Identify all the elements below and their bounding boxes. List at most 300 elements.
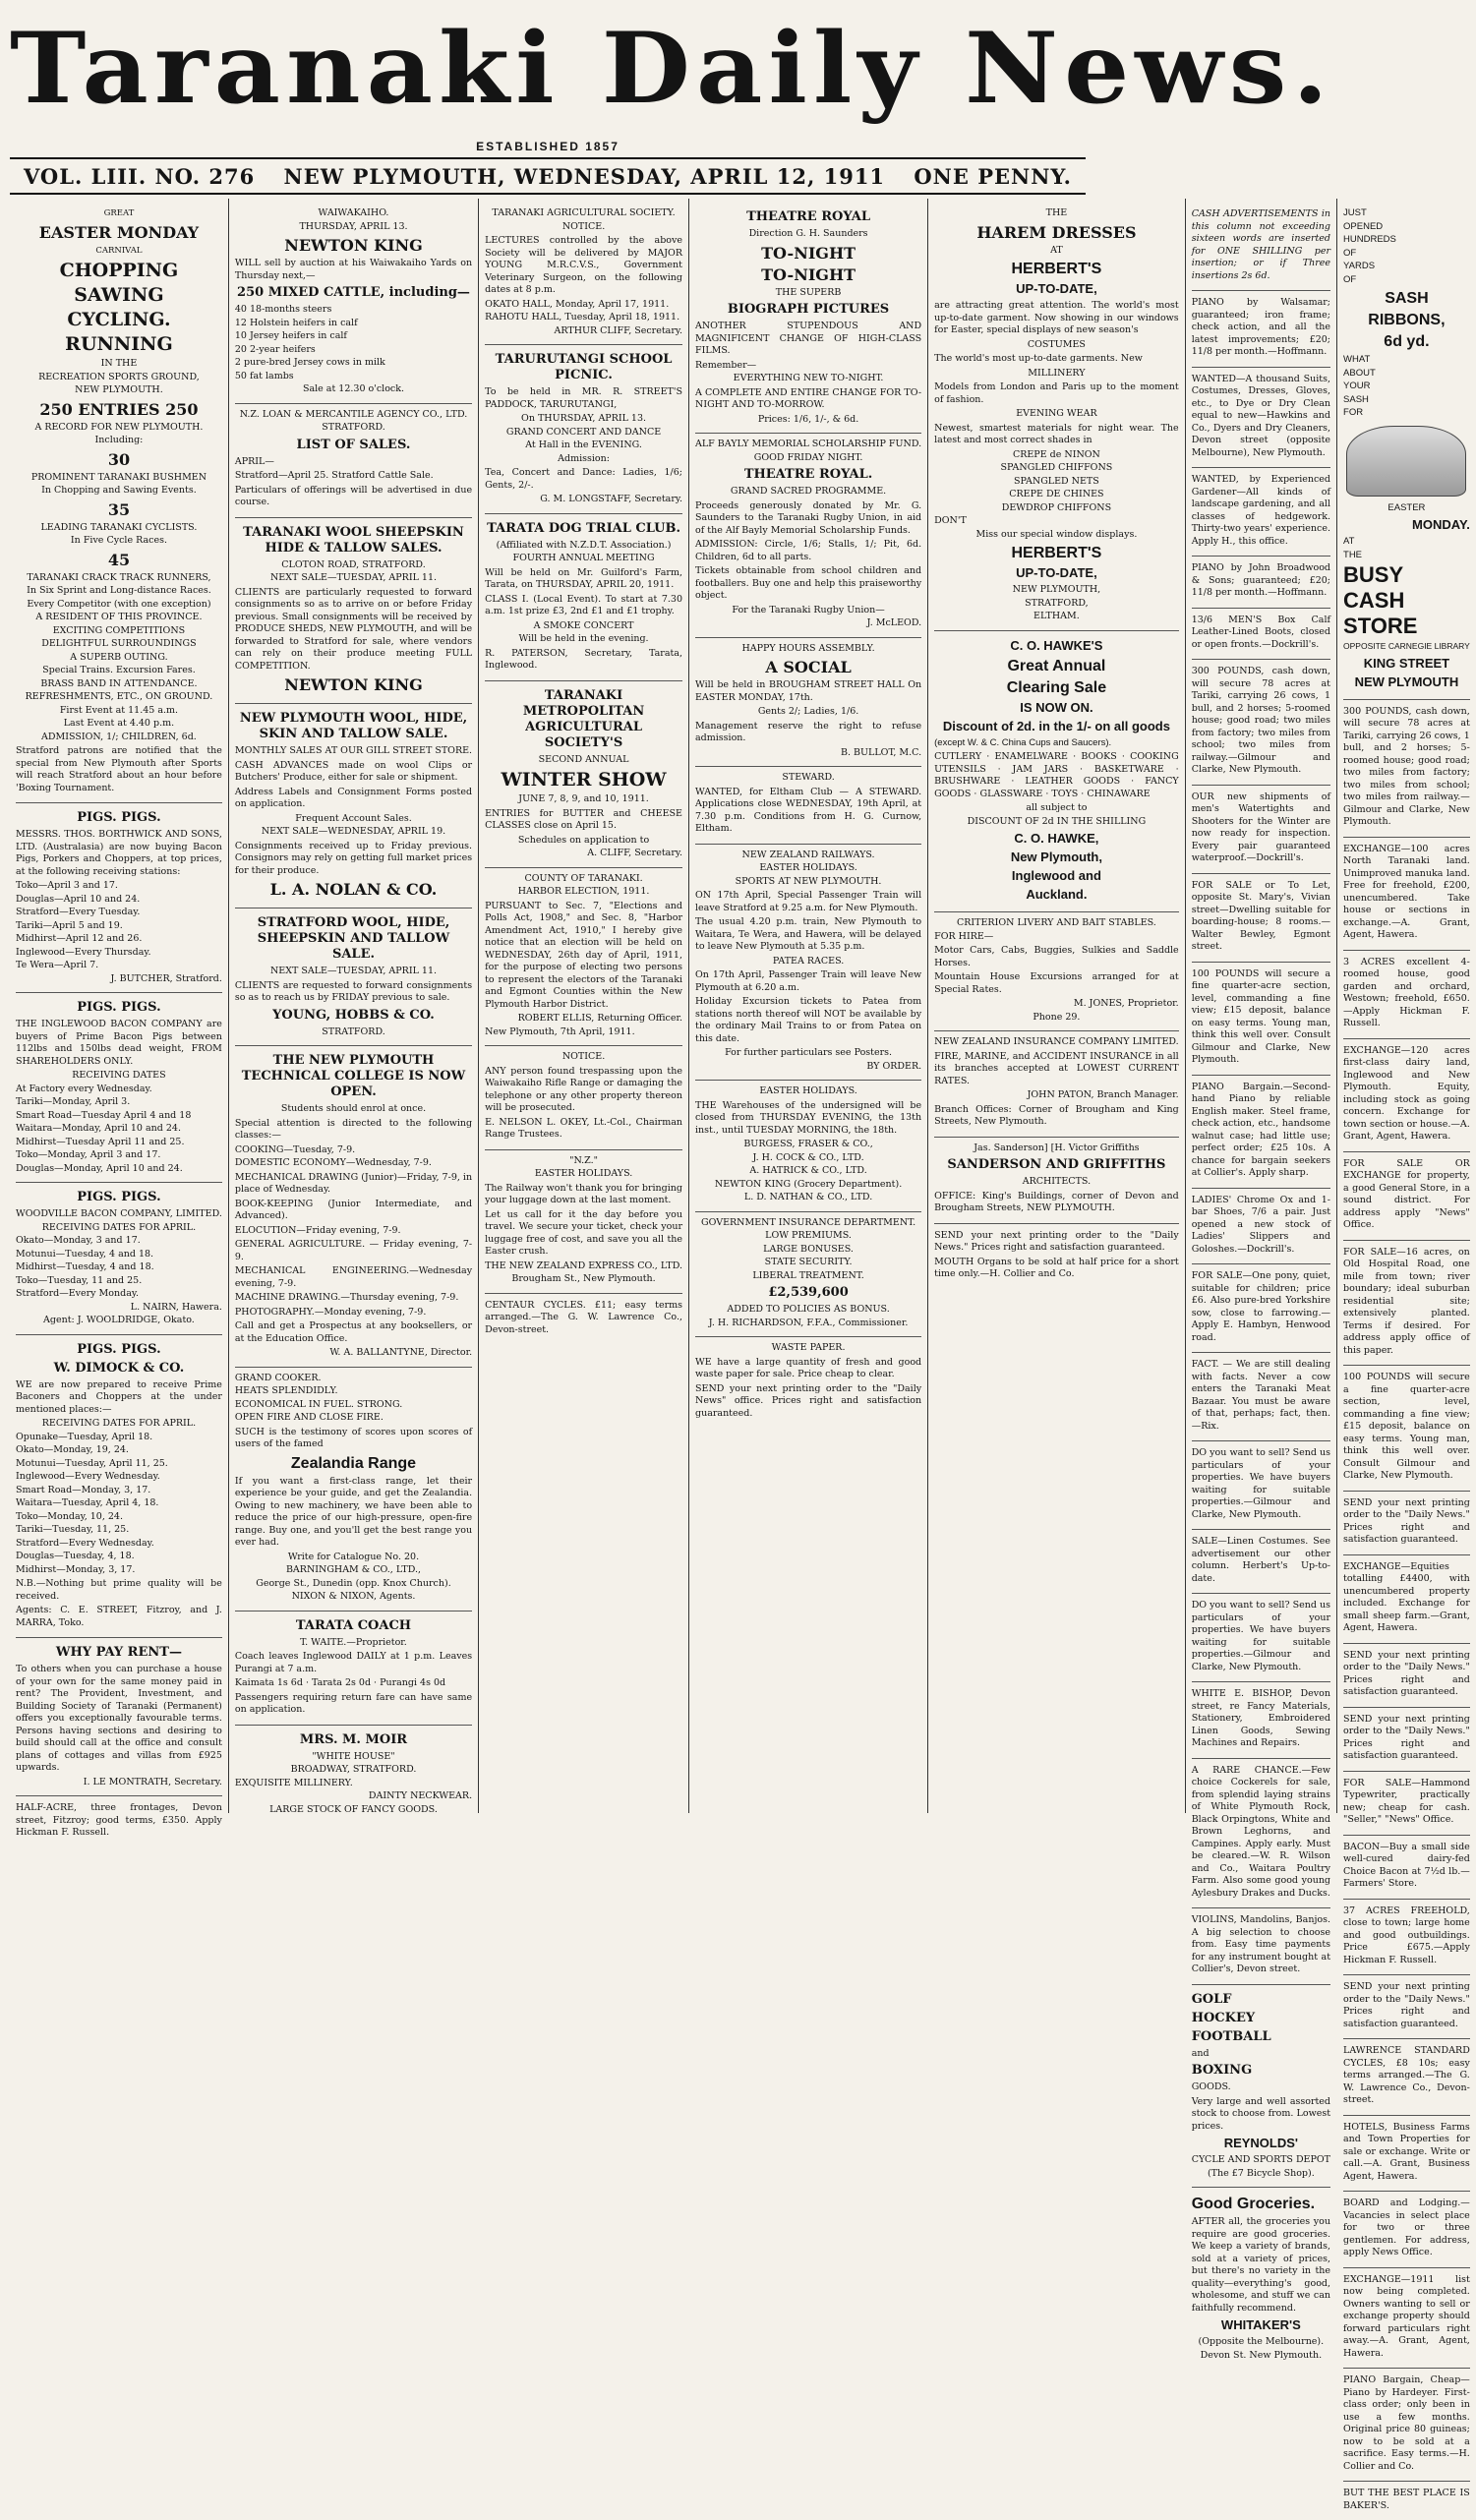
ad-line: 20 2-year heifers <box>234 343 316 355</box>
ad-line: Stratford—Every Monday. <box>16 1288 139 1299</box>
ad-heading: BOXING <box>1191 2063 1253 2078</box>
ad-line: HARBOR ELECTION, 1911. <box>517 886 650 897</box>
ad-line: Frequent Account Sales. <box>295 812 412 824</box>
ad-text: CASH ADVANCES made on wool Clips or Butchers' Produce, either for sale or shipment. <box>234 759 473 783</box>
ad-heading: 45 <box>107 550 131 569</box>
ad-heading: MONDAY. <box>1412 517 1470 532</box>
ad-heading: TO-NIGHT <box>761 264 856 284</box>
ad-text: PIANO by Walsamar; guaranteed; iron frame; check action, and all the latest improvements; £20; 11/8 per month.—Hoffmann. <box>1191 297 1331 357</box>
ad-text: PIANO Bargain, Cheap—Piano by Hardeyer. First-class order; only been in use a few months. Original price 80 guineas; now to be sold at a sacrifice. Easy terms.—H. Collier and Co. <box>1343 2374 1470 2472</box>
ad-line: Write for Catalogue No. 20. <box>287 1551 420 1562</box>
ad-text: EXCHANGE—1911 list now being completed. Owners wanting to sell or exchange property should forward particulars right away.—A. Grant, Agent, Hawera. <box>1343 2273 1470 2359</box>
ad-line: Remember— <box>695 359 757 371</box>
ad-line: L. D. NATHAN & CO., LTD. <box>743 1192 873 1202</box>
ad-text: Tea, Concert and Dance: Ladies, 1/6; Gents, 2/-. <box>485 467 682 491</box>
ad-text: SEND your next printing order to the "Daily News." Prices right and satisfaction guaranteed. <box>1343 1981 1470 2029</box>
ad-line: DISCOUNT OF 2d IN THE SHILLING <box>967 815 1147 827</box>
ad-heading: STRATFORD WOOL, HIDE, SHEEPSKIN AND TALLOW SALE. <box>257 915 450 962</box>
classified-ad <box>1343 1241 1470 1367</box>
ad-agricultural-lectures <box>485 203 682 345</box>
ad-hawkes-clearing-sale <box>934 631 1179 913</box>
ad-text: LAWRENCE STANDARD CYCLES, £8 10s; easy terms arranged.—The G. W. Lawrence Co., Devon-street. <box>1343 2045 1470 2105</box>
ad-school-picnic <box>485 345 682 514</box>
ad-line: NEXT SALE—TUESDAY, APRIL 11. <box>269 572 438 583</box>
ad-line: CARNIVAL <box>95 245 143 256</box>
ad-line: B. BULLOT, M.C. <box>841 746 922 758</box>
ad-line: DAINTY NECKWEAR. <box>368 1790 473 1801</box>
ad-text: 100 POUNDS will secure a fine quarter-acre section, level, commanding a fine view; £15 deposit, balance on easy terms. Young man, think this well over. Consult Gilmour and Clarke, New Plymouth. <box>1343 1372 1470 1481</box>
ad-text: Holiday Excursion tickets to Patea from stations north thereof will NOT be available by the ordinary Mail Trains to or from Patea on this date. <box>695 996 922 1044</box>
ad-line: HUNDREDS <box>1343 234 1396 245</box>
ad-line: For further particulars see Posters. <box>725 1047 893 1058</box>
classified-ad <box>1343 2192 1470 2268</box>
ad-heading: KING STREET <box>1363 655 1450 671</box>
ad-text: SEND your next printing order to the "Daily News." Prices right and satisfaction guaranteed. <box>1343 1496 1470 1545</box>
classified-ad <box>1192 1682 1330 1759</box>
ad-line: T. WAITE.—Proprietor. <box>300 1636 407 1648</box>
ad-heading: LIST OF SALES. <box>296 437 411 452</box>
classified-ad <box>1343 1772 1470 1836</box>
ad-line: AT <box>1050 244 1063 256</box>
ad-line: GREAT <box>103 208 135 218</box>
ad-line: 12 Holstein heifers in calf <box>234 317 358 328</box>
ad-line: NEW PLYMOUTH, <box>1012 584 1101 595</box>
ad-theatre-royal <box>695 203 921 434</box>
ad-line: EASTER HOLIDAYS. <box>534 1168 633 1179</box>
ad-heading: Auckland. <box>1026 887 1088 902</box>
ad-text: CUTLERY · ENAMELWARE · BOOKS · COOKING UTENSILS · JAM JARS · BASKETWARE · BRUSHWARE · LEATHER GOODS · FANCY GOODS · GLASSWARE · TOYS · CHINAWARE <box>934 751 1179 799</box>
ad-text: LECTURES controlled by the above Society will be delivered by MAJOR YOUNG M.R.C.V.S., Government Veterinary Surgeon, on the following dates at 8 p.m. <box>485 235 682 295</box>
classified-ad <box>1192 874 1330 963</box>
place-and-date: NEW PLYMOUTH, WEDNESDAY, APRIL 12, 1911 <box>283 163 886 189</box>
ad-text: Very large and well assorted stock to choose from. Lowest prices. <box>1191 2095 1331 2132</box>
ad-heading: TARATA COACH <box>295 1617 412 1633</box>
ad-heading: C. O. HAWKE'S <box>1010 637 1103 653</box>
ad-line: WAIWAKAIHO. <box>318 207 389 218</box>
ad-heading: 6d yd. <box>1384 333 1430 350</box>
ad-text: CLIENTS are particularly requested to forward consignments so as to arrive on or before Friday previous. Small consignments will be received by PRODUCE SHEDS, NEW PLYMOUTH, and will be forwarded to Stratford for sale, where vendors can rely on their produce meeting FULL COMPETITION. <box>234 586 473 672</box>
ad-line: A RESIDENT OF THIS PROVINCE. <box>35 612 203 622</box>
ad-heading: Inglewood and <box>1011 868 1101 883</box>
classified-ad <box>1343 1492 1470 1555</box>
ad-text: Tickets obtainable from school children and footballers. Buy one and help this praiseworthy object. <box>695 565 922 601</box>
ad-text: Agents: C. E. STREET, Fitzroy, and J. MARRA, Toko. <box>16 1605 222 1628</box>
ad-text: Address Labels and Consignment Forms posted on application. <box>234 786 473 809</box>
ad-text: HALF-ACRE, three frontages, Devon street, Fitzroy; good terms, £350. Apply Hickman F. Russell. <box>16 1802 222 1838</box>
ad-line: NEXT SALE—TUESDAY, APRIL 11. <box>269 966 438 976</box>
ad-line: THE <box>1045 207 1068 218</box>
ad-line: LARGE STOCK OF FANCY GOODS. <box>269 1803 438 1815</box>
ad-line: EVERYTHING NEW TO-NIGHT. <box>733 373 884 383</box>
ad-line: Midhirst—Tuesday, 4 and 18. <box>16 1261 154 1272</box>
ad-line: LIBERAL TREATMENT. <box>752 1269 864 1281</box>
ad-text: CASH ADVERTISEMENTS in this column not exceeding sixteen words are inserted for ONE SHILLING per insertion; or if Three insertions 2s 6d. <box>1191 208 1331 281</box>
ad-heading: £2,539,600 <box>768 1285 849 1300</box>
ad-line: DELIGHTFUL SURROUNDINGS <box>41 638 197 649</box>
volume-number: VOL. LIII. NO. 276 <box>24 163 256 189</box>
ad-line: RECREATION SPORTS GROUND, <box>38 371 200 382</box>
ad-line: Douglas—April 10 and 24. <box>16 893 141 905</box>
ad-text: MOUTH Organs to be sold at half price for a short time only.—H. Collier and Co. <box>934 1256 1179 1279</box>
ad-line: BURGESS, FRASER & CO., <box>743 1139 873 1149</box>
ad-text: R. PATERSON, Secretary, Tarata, Inglewood. <box>485 647 682 671</box>
ad-line: REFRESHMENTS, ETC., ON GROUND. <box>25 691 213 702</box>
ad-text: WANTED—A thousand Suits, Costumes, Dresses, Gloves, etc., to Dye or Dry Clean equal to new—Hawkins and Co., Dyers and Dry Cleaners, Devon street (opposite Melbourne), New Plymouth. <box>1191 373 1331 458</box>
ad-line: OPPOSITE CARNEGIE LIBRARY <box>1343 641 1470 651</box>
ad-heading: TARANAKI METROPOLITAN AGRICULTURAL SOCIETY'S <box>522 687 645 750</box>
ad-line: YARDS <box>1343 261 1376 271</box>
ad-line: Devon St. New Plymouth. <box>1200 2349 1323 2361</box>
ad-line: HAPPY HOURS ASSEMBLY. <box>741 642 875 654</box>
classified-ad <box>1343 2116 1470 2193</box>
ad-centaur-cycles <box>485 1294 682 1345</box>
ad-heading: CASH <box>1343 588 1405 613</box>
classified-ad <box>1343 2369 1470 2482</box>
ad-line: NEWTON KING (Grocery Department). <box>714 1178 903 1190</box>
ad-line: ALF BAYLY MEMORIAL SCHOLARSHIP FUND. <box>695 439 922 449</box>
column-5 <box>928 199 1186 1813</box>
ad-heading: EASTER MONDAY <box>38 222 200 242</box>
classified-ad <box>1192 1264 1330 1353</box>
ad-taranaki-wool <box>235 518 472 705</box>
ad-text: SALE—Linen Costumes. See advertisement our other column. Herbert's Up-to-date. <box>1191 1536 1331 1584</box>
ad-nz-loan-sales <box>235 404 472 518</box>
classified-ad <box>1343 700 1470 838</box>
ad-line: Gents 2/; Ladies, 1/6. <box>757 706 859 717</box>
ad-text: Call and get a Prospectus at any booksellers, or at the Education Office. <box>234 1320 473 1344</box>
ad-heading: Good Groceries. <box>1191 2196 1316 2212</box>
established-line: ESTABLISHED 1857 <box>476 140 620 153</box>
ad-heading: Discount of 2d. in the 1/- on all goods <box>942 718 1170 733</box>
ad-line: CYCLE AND SPORTS DEPOT <box>1191 2154 1331 2165</box>
ad-text: THE Warehouses of the undersigned will be closed from THURSDAY EVENING, the 13th inst., until TUESDAY MORNING, the 18th. <box>695 1099 922 1136</box>
ad-line: Every Competitor (with one exception) <box>27 598 211 610</box>
ad-nz-insurance <box>934 1031 1179 1138</box>
classified-ad <box>1343 951 1470 1039</box>
classified-ad <box>1192 609 1330 661</box>
ad-heading: UP-TO-DATE, <box>1016 281 1097 296</box>
ad-line: Toko—Tuesday, 11 and 25. <box>16 1274 143 1286</box>
ad-line: A SUPERB OUTING. <box>70 651 168 663</box>
ad-line: STRATFORD, <box>1025 597 1089 609</box>
ad-text: 13/6 MEN'S Box Calf Leather-Lined Boots, closed or open fronts.—Dockrill's. <box>1191 614 1331 650</box>
ad-heading: CYCLING. <box>67 309 171 330</box>
ad-text: Passengers requiring return fare can have same on application. <box>234 1691 473 1715</box>
ad-dimock-pigs <box>16 1335 222 1639</box>
ad-text: MESSRS. THOS. BORTHWICK AND SONS, LTD. (Australasia) are now buying Bacon Pigs, Porkers and Choppers, at top prices, at the following receiving stations: <box>16 829 222 877</box>
ad-text: 37 ACRES FREEHOLD, close to town; large home and good outbuildings. Price £675.—Apply Hickman F. Russell. <box>1343 1905 1470 1965</box>
ad-line: OPEN FIRE AND CLOSE FIRE. <box>234 1412 384 1423</box>
ad-line: MONTHLY SALES AT OUR GILL STREET STORE. <box>234 745 473 756</box>
ad-text: Will be held in BROUGHAM STREET HALL On EASTER MONDAY, 17th. <box>695 679 922 703</box>
ad-heading: A SOCIAL <box>765 658 852 676</box>
ad-text: Stratford patrons are notified that the special from New Plymouth after Sports will reach Stratford about an hour before 'Boxing Tournament. <box>16 745 222 793</box>
classified-ad <box>1343 1152 1470 1241</box>
ad-heading: GOLF <box>1191 1991 1232 2007</box>
classified-ad <box>1343 1644 1470 1708</box>
ad-heading: WHY PAY RENT— <box>55 1645 182 1660</box>
classified-ad <box>1343 2268 1470 2370</box>
ad-line: In Six Sprint and Long-distance Races. <box>27 585 211 596</box>
ad-line: NEW ZEALAND INSURANCE COMPANY LIMITED. <box>934 1036 1179 1047</box>
ad-line: On THURSDAY, APRIL 13. <box>521 413 647 424</box>
ad-line: CRITERION LIVERY AND BAIT STABLES. <box>956 917 1156 928</box>
ad-line: JOHN PATON, Branch Manager. <box>1027 1089 1179 1100</box>
ad-line: THURSDAY, APRIL 13. <box>299 220 408 232</box>
ad-text: Will be held on Mr. Guilford's Farm, Tarata, on THURSDAY, APRIL 20, 1911. <box>485 566 682 590</box>
ad-line: RAHOTU HALL, Tuesday, April 18, 1911. <box>485 312 680 322</box>
ad-line: TARANAKI AGRICULTURAL SOCIETY. <box>492 207 676 218</box>
ad-heading: PIGS. PIGS. <box>77 1341 161 1357</box>
ad-text: 3 ACRES excellent 4-roomed house, good garden and orchard, Westown; freehold, £650.—Apply Hickman F. Russell. <box>1343 956 1470 1028</box>
ad-line: THE SUPERB <box>775 286 842 298</box>
ad-line: Miss our special window displays. <box>975 528 1138 540</box>
ad-heading: TARATA DOG TRIAL CLUB. <box>487 520 681 536</box>
ad-text: Management reserve the right to refuse admission. <box>695 720 922 743</box>
ad-line: Students should enrol at once. <box>280 1103 427 1114</box>
ad-line: MILLINERY <box>1028 367 1086 379</box>
ad-heading: W. DIMOCK & CO. <box>53 1360 185 1376</box>
ad-steward-wanted <box>695 767 921 845</box>
ad-line: LARGE BONUSES. <box>763 1243 854 1255</box>
ad-line: Brougham St., New Plymouth. <box>511 1273 656 1284</box>
ad-line: At Hall in the EVENING. <box>525 440 642 450</box>
ad-text: AFTER all, the groceries you require are good groceries. We keep a variety of brands, sold at a variety of prices, but there's no variety in the quality—everything's good, wholesome, and stuff we can faithfully recommend. <box>1191 2216 1331 2314</box>
ad-mrs-moir <box>235 1726 472 1824</box>
ad-line: Stratford—Every Wednesday. <box>16 1537 154 1549</box>
ad-heading: HERBERT'S <box>1011 545 1102 561</box>
ad-line: JUNE 7, 8, 9, and 10, 1911. <box>518 793 649 804</box>
dateline <box>24 163 1072 189</box>
ad-text: 300 POUNDS, cash down, will secure 78 acres at Tariki, carrying 26 cows, 1 bull, and 2 horses; 5-roomed house; good road; two miles from factory; two miles from school; two miles from railway.—Gilmour and Clarke, New Plymouth. <box>1343 705 1470 827</box>
ad-heading: SANDERSON AND GRIFFITHS <box>947 1157 1166 1172</box>
ad-line: A. CLIFF, Secretary. <box>587 848 682 858</box>
ad-line: Tariki—Monday, April 3. <box>16 1096 131 1107</box>
ad-alf-bayly-fund <box>695 434 921 638</box>
ad-line: ELTHAM. <box>1033 611 1080 621</box>
ad-line: (Affiliated with N.Z.D.T. Association.) <box>496 539 672 551</box>
ad-easter-carnival <box>16 203 222 803</box>
ad-line: SECOND ANNUAL <box>538 753 629 765</box>
page-columns <box>10 199 1470 2511</box>
ad-line: At Factory every Wednesday. <box>16 1083 152 1094</box>
ad-line: CREPE DE CHINES <box>1009 489 1104 499</box>
ad-line: OF <box>1343 247 1357 259</box>
ad-line: EVENING WEAR <box>1016 408 1097 419</box>
classified-ad <box>1192 1908 1330 1985</box>
column-6 <box>1186 199 1337 2361</box>
ad-line: GOVERNMENT INSURANCE DEPARTMENT. <box>701 1216 916 1228</box>
ad-line: RECEIVING DATES FOR APRIL. <box>41 1418 197 1429</box>
ad-line: Toko—April 3 and 17. <box>16 880 118 891</box>
ad-text: Motor Cars, Cabs, Buggies, Sulkies and Saddle Horses. <box>934 945 1179 968</box>
ad-heading: NEW PLYMOUTH <box>1354 674 1459 689</box>
ad-line: all subject to <box>1026 802 1088 813</box>
ad-text: DO you want to sell? Send us particulars of your properties. We have buyers waiting for suitable properties.—Gilmour and Clarke, New Plymouth. <box>1191 1600 1331 1672</box>
classified-ad <box>1343 1555 1470 1644</box>
ad-line: J. McLEOD. <box>866 617 922 628</box>
ad-line: WHAT <box>1343 354 1371 365</box>
ad-why-pay-rent <box>16 1638 222 1796</box>
classified-ad <box>1192 1759 1330 1909</box>
ad-line: Inglewood—Every Wednesday. <box>16 1471 160 1482</box>
ad-line: THE <box>1343 549 1363 560</box>
classified-ad <box>1343 2482 1470 2520</box>
ad-text: WE have a large quantity of fresh and good waste paper for sale. Price cheap to clear. <box>695 1356 922 1379</box>
ad-line: In Five Cycle Races. <box>70 535 167 546</box>
ad-line: W. A. BALLANTYNE, Director. <box>329 1347 473 1358</box>
ad-text: ON 17th April, Special Passenger Train will leave Stratford at 9.25 a.m. for New Plymouth. <box>695 890 922 913</box>
ad-line: Midhirst—Monday, 3, 17. <box>16 1563 136 1575</box>
column-7 <box>1337 199 1476 2511</box>
ad-heading: NEWTON KING <box>284 675 423 694</box>
ad-text: Mountain House Excursions arranged for at Special Rates. <box>934 971 1179 995</box>
ad-line: PROMINENT TARANAKI BUSHMEN <box>30 471 207 483</box>
ad-text: WANTED, for Eltham Club — A STEWARD. Applications close WEDNESDAY, 19th April, at 7.30 p.m. Conditions from H. G. Curnow, Eltham. <box>695 786 922 834</box>
ad-line: EASTER HOLIDAYS. <box>759 862 857 873</box>
ad-line: GRAND SACRED PROGRAMME. <box>730 486 887 497</box>
ad-text: SEND your next printing order to the "Daily News." Prices right and satisfaction guaranteed. <box>934 1229 1179 1253</box>
ad-line: N.Z. LOAN & MERCANTILE AGENCY CO., LTD. <box>239 408 468 420</box>
ad-heading: PIGS. PIGS. <box>77 1000 161 1015</box>
ad-line: George St., Dunedin (opp. Knox Church). <box>256 1577 451 1589</box>
ad-heading: SAWING <box>74 284 164 306</box>
ad-happy-hours <box>695 638 921 768</box>
ad-line: CLOTON ROAD, STRATFORD. <box>281 558 426 570</box>
ad-line: WASTE PAPER. <box>771 1342 846 1353</box>
ad-line: Tariki—April 5 and 19. <box>16 919 123 931</box>
masthead <box>10 6 1334 142</box>
ad-line: Motunui—Tuesday, April 11, 25. <box>16 1457 168 1469</box>
ad-text: PIANO Bargain.—Second-hand Piano by reliable English maker. Steel frame, check action, etc., handsome walnut case; had little use; perfect order; £25 10s. A chance for bargain seekers at Collier's. Apply sharp. <box>1191 1081 1331 1178</box>
ad-line: G. M. LONGSTAFF, Secretary. <box>540 494 682 504</box>
ad-line: Midhirst—Tuesday April 11 and 25. <box>16 1136 185 1147</box>
ad-heading: REYNOLDS' <box>1223 2136 1299 2150</box>
ad-line: I. LE MONTRATH, Secretary. <box>83 1776 222 1787</box>
ad-line: NEW ZEALAND RAILWAYS. <box>741 849 875 860</box>
ad-line: Phone 29. <box>1033 1011 1081 1023</box>
ad-sanderson-griffiths <box>934 1138 1179 1224</box>
ad-technical-college <box>235 1046 472 1368</box>
ad-line: OPENED <box>1343 220 1384 232</box>
ad-text: MACHINE DRAWING.—Thursday evening, 7-9. <box>234 1292 459 1303</box>
ad-text: SEND your next printing order to the "Daily News." Prices right and satisfaction guaranteed. <box>1343 1713 1470 1761</box>
ad-line: 40 18-months steers <box>234 304 332 315</box>
ad-rifle-range-notice <box>485 1046 682 1150</box>
ad-line: RECEIVING DATES <box>72 1070 166 1081</box>
ad-text: Newest, smartest materials for night wear. The latest and most correct shades in <box>934 422 1179 445</box>
ad-line: Okato—Monday, 3 and 17. <box>16 1235 141 1246</box>
ad-line: Tariki—Tuesday, 11, 25. <box>16 1524 130 1535</box>
classified-ad <box>1343 1039 1470 1152</box>
ad-borthwick-pigs <box>16 803 222 993</box>
ad-line: HEATS SPLENDIDLY. <box>234 1385 338 1396</box>
ad-line: STEWARD. <box>782 772 835 783</box>
classified-ad <box>1192 1189 1330 1265</box>
ad-line: M. JONES, Proprietor. <box>1073 998 1179 1009</box>
ad-heading: HERBERT'S <box>1011 261 1102 277</box>
ad-text: BUT THE BEST PLACE IS BAKER'S. <box>1343 2488 1470 2511</box>
column-1 <box>10 199 229 1838</box>
ad-text: Special attention is directed to the following classes:— <box>234 1117 473 1141</box>
ad-heading: 250 MIXED CATTLE, including— <box>237 285 470 300</box>
ad-heading: 35 <box>107 499 131 519</box>
ad-line: DEWDROP CHIFFONS <box>1001 501 1112 513</box>
ad-line: DOMESTIC ECONOMY—Wednesday, 7-9. <box>234 1157 432 1168</box>
ad-line: EXCITING COMPETITIONS <box>52 624 186 636</box>
ad-line: Agent: J. WOOLDRIDGE, Okato. <box>43 1315 195 1325</box>
ad-line: EASTER HOLIDAYS. <box>759 1085 857 1096</box>
ad-line: COUNTY OF TARANAKI. <box>524 872 643 884</box>
ad-heading: TO-NIGHT <box>761 243 856 263</box>
ad-text: Coach leaves Inglewood DAILY at 1 p.m. Leaves Purangi at 7 a.m. <box>234 1651 473 1674</box>
ad-line: Jas. Sanderson] [H. Victor Griffiths <box>974 1142 1140 1153</box>
ad-woodville-bacon <box>16 1183 222 1335</box>
ad-line: Admission: <box>558 452 610 464</box>
ad-line: Sale at 12.30 o'clock. <box>302 383 405 394</box>
ad-line: ARTHUR CLIFF, Secretary. <box>554 324 682 336</box>
ad-text: Proceeds generously donated by Mr. G. Saunders to the Taranaki Rugby Union, in aid of the Alf Bayly Memorial Scholarship Funds. <box>695 499 922 536</box>
ad-winter-show <box>485 681 682 868</box>
ad-line: Smart Road—Monday, 3, 17. <box>16 1484 151 1495</box>
ad-heading: New Plymouth, <box>1010 850 1102 864</box>
ad-heading: TARURUTANGI SCHOOL PICNIC. <box>495 352 673 382</box>
ad-text: WANTED, by Experienced Gardener—All kinds of landscape gardening, and all classes of hedgework. Thirty-two years' experience. Apply H., this office. <box>1191 474 1331 547</box>
ad-text: E. NELSON L. OKEY, Lt.-Col., Chairman Range Trustees. <box>485 1116 682 1140</box>
ad-line: Midhirst—April 12 and 26. <box>16 933 143 944</box>
ad-line: For the Taranaki Rugby Union— <box>732 604 885 615</box>
dateline-rule <box>10 193 1086 195</box>
ad-inglewood-bacon <box>16 993 222 1183</box>
ad-heading: WINTER SHOW <box>501 769 667 791</box>
ad-line: SPANGLED NETS <box>1014 475 1099 487</box>
ad-line: Okato—Monday, 19, 24. <box>16 1444 129 1455</box>
ad-criterion-stables <box>934 912 1179 1031</box>
ad-text: On 17th April, Passenger Train will leave New Plymouth at 6.20 a.m. <box>695 969 922 993</box>
ad-text: EXCHANGE—120 acres first-class dairy land, Inglewood and New Plymouth. Equity, including stock as going concern. Exchange for town section or house.—A. Grant, Agent, Hawera. <box>1343 1044 1470 1142</box>
ad-text: WHITE E. BISHOP, Devon street, re Fancy Materials, Stationery, Embroidered Linen Goods, Sewing Machines and Repairs. <box>1191 1688 1331 1748</box>
ad-line: Te Wera—April 7. <box>16 960 99 970</box>
ad-nolan-wool <box>235 704 472 908</box>
ad-line: STRATFORD. <box>322 1026 385 1037</box>
ad-line: ABOUT <box>1343 367 1376 379</box>
classified-ad <box>1192 963 1330 1076</box>
ad-line: and <box>1191 2047 1210 2059</box>
ad-line: STRATFORD. <box>322 422 385 433</box>
ad-text: GENERAL AGRICULTURE. — Friday evening, 7-9. <box>234 1239 473 1262</box>
ad-line: FOURTH ANNUAL MEETING <box>512 553 655 563</box>
ad-text: BOOK-KEEPING (Junior Intermediate, and Advanced). <box>234 1198 473 1221</box>
ad-text: To be held in MR. R. STREET'S PADDOCK, TARURUTANGI, <box>485 386 682 410</box>
ad-reynolds-sports <box>1192 1985 1330 2189</box>
ad-heading: RUNNING <box>65 333 173 355</box>
ad-line: 10 Jersey heifers in calf <box>234 330 347 341</box>
ad-text: LADIES' Chrome Ox and 1-bar Shoes, 7/6 a pair. Just opened a new stock of Ladies' Slippers and Goloshes.—Dockrill's. <box>1191 1194 1331 1255</box>
classified-ad <box>1343 1708 1470 1772</box>
ad-waste-paper <box>695 1337 921 1428</box>
ad-line: NOTICE. <box>561 1051 606 1062</box>
classified-ad <box>1343 838 1470 951</box>
ad-young-hobbs <box>235 908 472 1046</box>
ad-line: ECONOMICAL IN FUEL. STRONG. <box>234 1398 403 1410</box>
ad-text: A COMPLETE AND ENTIRE CHANGE FOR TO-NIGHT AND TO-MORROW. <box>695 386 922 410</box>
ad-line: FOR HIRE— <box>934 930 994 942</box>
ad-line: Waitara—Monday, April 10 and 24. <box>16 1123 181 1134</box>
ad-text: SEND your next printing order to the "Daily News." Prices right and satisfaction guaranteed. <box>1343 1649 1470 1697</box>
ad-line: Toko—Monday, April 3 and 17. <box>16 1149 161 1160</box>
ad-text: SEND your next printing order to the "Daily News" office. Prices right and satisfaction guaranteed. <box>695 1382 922 1419</box>
ad-line: THE NEW ZEALAND EXPRESS CO., LTD. <box>485 1260 682 1271</box>
